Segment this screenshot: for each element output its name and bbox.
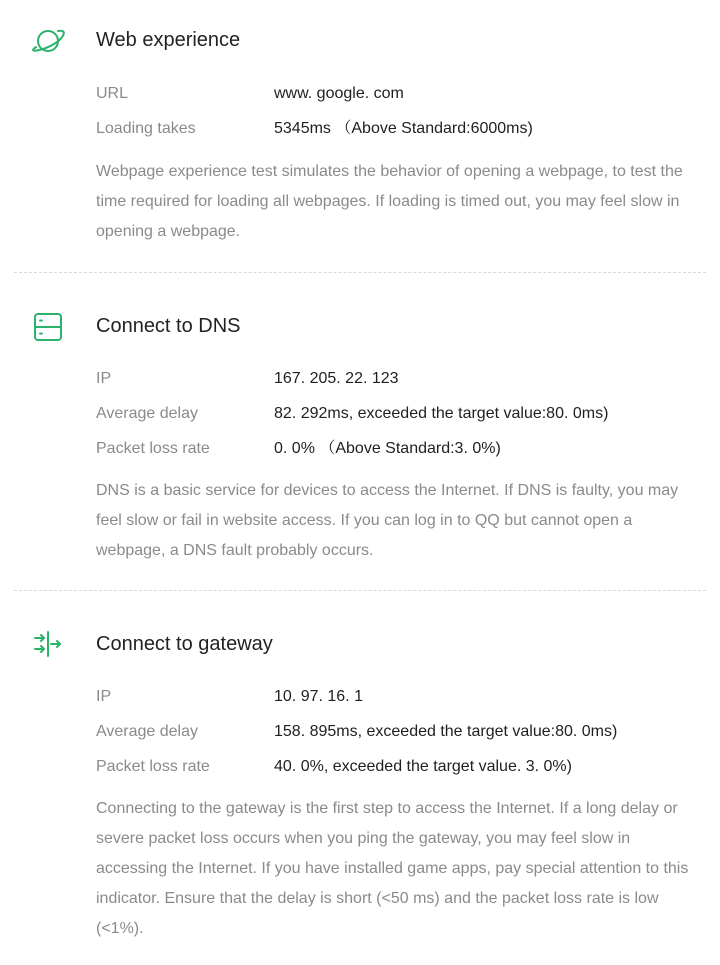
section-description: DNS is a basic service for devices to access the Internet. If DNS is faulty, you may feel slow or fail in website access. If you can log in to QQ but cannot open a webpage, a DNS fault probably occurs. [96, 482, 679, 559]
section-dns [0, 273, 720, 566]
row-label: IP [96, 688, 112, 705]
server-icon [30, 309, 66, 345]
gateway-arrows-icon [30, 626, 66, 662]
info-row-packet-loss [96, 431, 706, 466]
info-row-loading [96, 111, 706, 146]
info-row-average-delay [96, 396, 706, 431]
row-label: Loading takes [96, 120, 196, 137]
row-value: 167. 205. 22. 123 [274, 370, 399, 387]
row-label: IP [96, 370, 112, 387]
row-value: 82. 292ms, exceeded the target value:80. 0ms) [274, 405, 609, 422]
row-value: 10. 97. 16. 1 [274, 688, 363, 705]
row-value: 5345ms （Above Standard:6000ms) [274, 120, 533, 137]
info-row-ip [96, 679, 706, 714]
section-description: Connecting to the gateway is the first step to access the Internet. If a long delay or severe packet loss occurs when you ping the gateway, you may feel slow in accessing the Internet. If you have installed game apps, pay special attention to this indicator. Ensure that the delay is short (<50 ms) and the packet loss rate is low (<1%). [96, 800, 689, 937]
info-row-url [96, 76, 706, 111]
row-value: www. google. com [274, 85, 404, 102]
info-row-packet-loss [96, 749, 706, 784]
planet-icon [30, 23, 66, 59]
info-rows [96, 361, 706, 466]
row-label: URL [96, 85, 129, 102]
section-title: Connect to DNS [96, 315, 241, 337]
info-rows [96, 76, 706, 146]
section-title: Connect to gateway [96, 633, 273, 655]
row-value: 40. 0%, exceeded the target value. 3. 0%) [274, 758, 572, 775]
section-web-experience [0, 0, 720, 247]
row-label: Packet loss rate [96, 440, 210, 457]
section-description: Webpage experience test simulates the behavior of opening a webpage, to test the time required for loading all webpages. If loading is timed out, you may feel slow in opening a webpage. [96, 163, 683, 240]
section-title: Web experience [96, 29, 241, 51]
row-label: Average delay [96, 723, 198, 740]
row-label: Packet loss rate [96, 758, 210, 775]
row-label: Average delay [96, 405, 198, 422]
info-row-ip [96, 361, 706, 396]
info-rows [96, 679, 706, 784]
section-gateway [0, 591, 720, 944]
row-value: 0. 0% （Above Standard:3. 0%) [274, 440, 501, 457]
info-row-average-delay [96, 714, 706, 749]
row-value: 158. 895ms, exceeded the target value:80. 0ms) [274, 723, 618, 740]
